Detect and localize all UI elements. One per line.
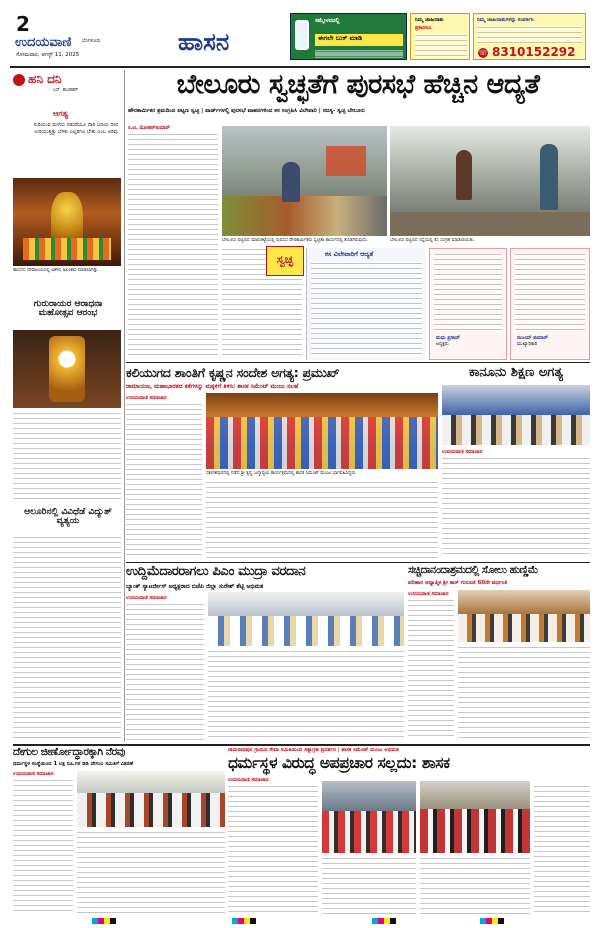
- ad-box-3: [473, 13, 586, 60]
- ad1-line2: ಈಗಲೇ ಬುಕ್ ಮಾಡಿ: [315, 34, 403, 46]
- law-event-photo: [442, 385, 590, 445]
- column-logo-icon: [13, 74, 25, 86]
- swachh-stamp-text: ಸ್ವಚ್ಛ: [276, 253, 294, 266]
- paper-name: ಉದಯವಾಣಿ: [15, 35, 72, 50]
- lead-photo-cleaning: [222, 126, 387, 236]
- krishna-headline: ಕಲಿಯುಗದ ಶಾಂತಿಗೆ ಕೃಷ್ಣನ ಸಂದೇಶ ಅಗತ್ಯ: ಪ್ರಮುಖ್: [126, 365, 340, 380]
- temple-aid-headline: ದೇಗುಲ ಜೀರ್ಣೋದ್ಧಾರಕ್ಕಾಗಿ ನೆರವು: [13, 746, 125, 758]
- lead-sub-box: [306, 248, 426, 360]
- ad2-line1: ನಿಮ್ಮ ಜಾಹೀರಾತು: [415, 17, 444, 23]
- krishna-byline: ಉದಯವಾಣಿ ಸಮಾಚಾರ: [126, 395, 167, 401]
- phone-graphic-icon: [295, 20, 309, 50]
- ad3-line1: ನಿಮ್ಮ ಜಾಹೀರಾತುಗಳನ್ನು ಸಂಪರ್ಕಿಸಿ: [477, 17, 534, 23]
- lead-subhead: ಹೌರಕಾರ್ಮಿಕರ ಶ್ರಮದಿಂದ ಪಟ್ಟಣ ಸ್ವಚ್ಛ | ವಾರ್ಡ್‌ಗಳಲ್ಲಿ ಪುರಸಭೆ ವಾಹನಗಳಿಂದ ಕಸ ಸಂಗ್ರಹಿಸಿ ವಿಲೇವಾರಿ | ಸದಸ್ಯ- ಸ್ವಚ್ಛ ಬೇಲೂರು: [128, 108, 366, 114]
- dharmasthala-headline: ಧರ್ಮಸ್ಥಳ ವಿರುದ್ಧ ಅಪಪ್ರಚಾರ ಸಲ್ಲದು: ಶಾಸಕ: [228, 754, 450, 772]
- president-name: ಮಧು ಪ್ರಸಾದ್: [436, 335, 461, 341]
- ad1-line1: ಸಮ್ಮೇಳನದಲ್ಲಿ: [315, 18, 340, 24]
- dharmasthala-byline: ಉದಯವಾಣಿ ಸಮಾಚಾರ: [228, 777, 269, 783]
- law-byline: ಉದಯವಾಣಿ ಸಮಾಚಾರ: [442, 449, 483, 455]
- krishna-subhead: ರಾಮಾಯಣ, ಮಹಾಭಾರತದ ಕತೆಗಳನ್ನು ಮಕ್ಕಳಿಗೆ ತಿಳಿಸಿ: ಶಾಸಕ ಸಿಮೆಂಟ್ ಮಂಜು ಸಲಹೆ: [126, 383, 299, 390]
- mudra-headline: ಉದ್ದಿಮೆದಾರರಾಗಲು ಪಿಎಂ ಮುದ್ರಾ ವರದಾನ: [126, 564, 306, 579]
- ad2-line2: ಪ್ರಕಟಿಸಲು: [415, 25, 432, 31]
- dharmasthala-crowd-photo: [420, 781, 530, 853]
- edition: ಬೆಂಗಳೂರು: [82, 38, 101, 44]
- page-number: 2: [16, 12, 30, 36]
- guru-aradhana-headline: ಗುರುರಾಯರ ಆರಾಧನಾ ಮಹೋತ್ಸವ ಆರಂಭ: [33, 299, 103, 319]
- ashram-event-photo: [458, 590, 590, 642]
- krishna-photo-caption: ಸಕಲೇಶಪುರದಲ್ಲಿ ನಡೆದ ಶ್ರೀ ಕೃಷ್ಣ ಜನ್ಮಾಷ್ಟಮಿ ಕಾರ್ಯಕ್ರಮದಲ್ಲಿ ಶಾಸಕ ಸಿಮೆಂಟ್ ಮಂಜು ಭಾಗವಹಿಸಿದ್ದರು.: [206, 471, 357, 476]
- story-law: [442, 365, 590, 560]
- story-mudra: [126, 564, 404, 742]
- ashram-byline: ಉದಯವಾಣಿ ಸಮಾಚಾರ: [408, 591, 449, 597]
- lead-photo-sweeper: [390, 126, 590, 236]
- quote-box-officer: [510, 248, 590, 360]
- ashram-headline: ಸಚ್ಚಿದಾನಂದಾಶ್ರಮದಲ್ಲಿ ಸೋಲು ಹುಣ್ಣಿಮೆ: [408, 564, 538, 576]
- date: ಸೋಮವಾರ, ಆಗಸ್ಟ್ 11, 2025: [16, 52, 80, 58]
- lead-story: [126, 70, 590, 362]
- column-photo-caption: ಹಾಸನದ ದೇವಾಲಯದಲ್ಲಿ ವಿಶೇಷ ಅಲಂಕಾರ ಮಾಡಲಾಗಿತ್ತು.: [13, 268, 100, 273]
- temple-aid-subhead: ಧರ್ಮಸ್ಥಳ ಸಂಸ್ಥೆಯಿಂದ 1 ಲಕ್ಷ ರೂ.ಗಳ ಡಿಡಿ ದೇಗುಲ ಸಮಿತಿಗೆ ವಿತರಣೆ: [13, 761, 134, 767]
- power-outage-headline: ಆಲೂರಿನಲ್ಲಿ ವಿವಿಧೆಡೆ ವಿದ್ಯುತ್ ವ್ಯತ್ಯಯ: [24, 507, 112, 527]
- masthead: [0, 0, 600, 66]
- ad-phone-number: 8310152292: [492, 45, 576, 59]
- quote-box-president: [429, 248, 507, 360]
- swachh-stamp: [266, 246, 304, 276]
- dharmasthala-kicker: ರಾಮನಾಥಪುರ ಗ್ರಾಮದ ಸೇವಾ ಸಮಿತಿಯಿಂದ ಸತ್ಯಾಗ್ರಹ ಪ್ರದರ್ಶನ | ಶಾಸಕ ಸಿಮೆಂಟ್ ಮಂಜು ಅಭಿಮತ: [228, 747, 399, 753]
- left-column: [13, 70, 123, 742]
- ashram-subhead: ಪರಿಹಾರ ಆಧ್ಯಾತ್ಮಿಕ ಶ್ರೀ ಕಾರ್ ಗುರೂಜಿ 60ನೇ ವರ್ಧಂತಿ: [408, 580, 508, 586]
- section-title: ಹಾಸನ: [178, 28, 230, 56]
- column-author: ಎಸ್. ಹುಂಡಿಕರ್: [53, 88, 78, 93]
- story-dharmasthala: [228, 747, 590, 917]
- temple-deity-photo: [13, 178, 121, 266]
- story-temple-aid: [13, 747, 225, 917]
- ad-box-1: [290, 13, 407, 60]
- ad-box-2: [410, 13, 470, 60]
- temple-aid-photo: [77, 771, 225, 827]
- registration-marks: [0, 917, 600, 928]
- president-role: ಅಧ್ಯಕ್ಷರು: [436, 342, 449, 347]
- lead-byline: ಸಿ.ಟಿ. ಮೋಹನ್‌ಕುಮಾರ್: [128, 125, 170, 131]
- lead-headline: ಬೇಲೂರು ಸ್ವಚ್ಛತೆಗೆ ಪುರಸಭೆ ಹೆಚ್ಚಿನ ಆದ್ಯತೆ: [176, 69, 540, 100]
- mudra-subhead: ಬ್ಯಾಂಕ್ ಸ್ಯಾಟರ್ಜೀಸ್ ಅಧ್ಯಕ್ಷರಾದ ಬಿಜೆಪಿ ಜಿಲ್ಲಾ ಸುರೇಶ್ ಶೆಟ್ಟಿ ಅಭಿಮತ: [126, 583, 264, 590]
- dharmasthala-protest-photo: [322, 781, 416, 853]
- temple-aid-byline: ಉದಯವಾಣಿ ಸಮಾಚಾರ: [13, 771, 54, 777]
- lead-photo1-caption: ಬೇಲೂರು ಪಟ್ಟಣದ ಮಾರುಕಟ್ಟೆಯಲ್ಲಿ ಪುರಸಭೆ ಪೌರಕಾರ್ಮಿಕರು ಸ್ವಚ್ಛತಾ ಕಾರ್ಯದಲ್ಲಿ ತೊಡಗಿರುವುದು.: [222, 238, 369, 243]
- phone-icon: ☏: [478, 49, 488, 57]
- guru-rayaru-photo: [13, 330, 121, 408]
- column-quote-body: ಸುರಿಯುವ ಮಳೆಯ ನಡುವೆಯೂ ದಾರಿ ಬದಿಯ ದೀಪ ಉರಿಯುತ್ತಿತ್ತು ಬೆಳಕು ಎಲ್ಲರಿಗೂ ಬೇಕು ಎಂಬ ಅರಿವು: [33, 122, 119, 135]
- story-ashram: [408, 564, 590, 742]
- mudra-byline: ಉದಯವಾಣಿ ಸಮಾಚಾರ: [126, 595, 167, 601]
- officer-name: ಸುಜಯ್ ಕುಮಾರ್: [517, 335, 548, 341]
- officer-role: ಮುಖ್ಯಾಧಿಕಾರಿ: [517, 342, 538, 347]
- column-logo: ಹನಿ ದನಿ: [28, 72, 62, 86]
- lead-sub-box-title: ಕಸ ವಿಲೇವಾರಿಗೆ ಆದ್ಯತೆ: [325, 250, 374, 258]
- lead-photo2-caption: ಬೇಲೂರು ಪಟ್ಟಣದ ರಸ್ತೆಯಲ್ಲಿ ಕಸ ಸಂಗ್ರಹ ಮಾಡಲಾಯಿತು.: [390, 238, 475, 243]
- story-krishna: [126, 365, 438, 560]
- krishna-event-photo: [206, 393, 438, 469]
- law-headline: ಕಾನೂನು ಶಿಕ್ಷಣ ಅಗತ್ಯ: [468, 365, 564, 380]
- column-quote-title: ಆಗತ್ಯ: [53, 109, 68, 118]
- mudra-event-photo: [208, 592, 404, 646]
